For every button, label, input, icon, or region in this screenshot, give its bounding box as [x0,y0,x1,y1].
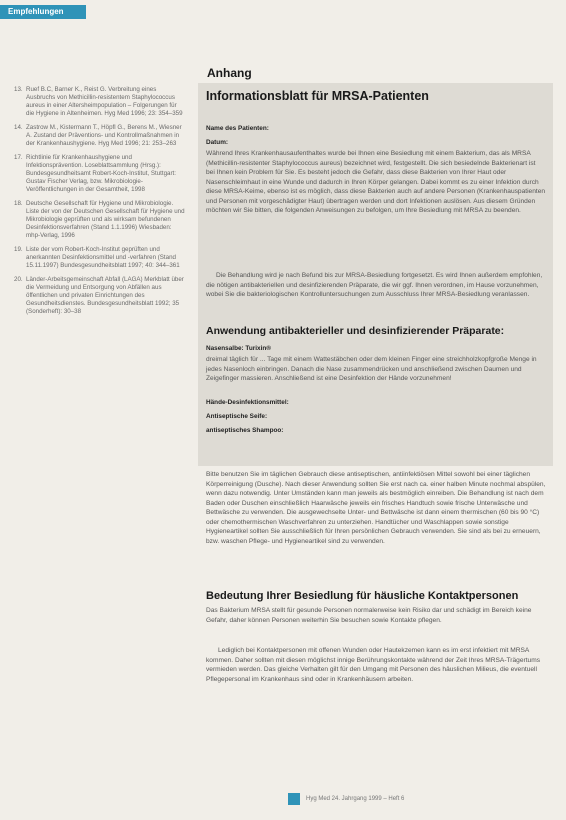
info-paragraph-1: Während Ihres Krankenhausaufenthaltes wurde bei Ihnen eine Besiedlung mit einem Bakterium, das als MRSA (Methicillin-resistenter Staphylococcus aureus) bezeichnet wird, festgestellt. Die sich besiedelnde Bakterienart ist bei Ihnen kein Problem für Sie. Es besteht jedoch die Gefahr, dass diese Bakterien von Ihrer Haut oder Nasenschleimhaut in eine Wunde und dadurch in Ihren Körper gelangen. Dabei kommt es zu einer Infektion durch diese MRSA-Keime, ebenso ist es möglich, dass diese Bakterien auch auf andere Personen (Krankenhauspatienten und Personen mit vorgeschädigter Haut) übertragen werden und dort Infektionen auslösen. Aus diesem Gründen möchten wir Sie bitten, die folgenden Anweisungen zu befolgen, um Ihre Besiedlung mit MRSA zu beenden. [206,150,546,214]
reference-text: Länder-Arbeitsgemeinschaft Abfall (LAGA) Merkblatt über die Vermeidung und Entsorgung von Abfällen aus öffentlichen und privaten Einrichtungen des Gesundheitsdienstes. Bundesgesundheitsblatt 1992; 35 (Sonderheft): 30–38 [26,276,184,315]
patient-name-label: Name des Patienten: [206,125,269,132]
section-title-contacts: Bedeutung Ihrer Besiedlung für häusliche Kontaktpersonen [206,590,519,602]
reference-number: 14. [14,124,23,131]
reference-text: Richtlinie für Krankenhaushygiene und Infektionsprävention. Loseblattsammlung (Hrsg.): Bundesgesundheitsamt Robert-Koch-Institut, Stuttgart: Gustav Fischer Verlag, bzw. Mikrobiologie-Veröffentlichungen in der Gesamtheit, 1998 [26,154,176,193]
reference-item [14,154,186,194]
reference-number: 19. [14,246,23,253]
reference-text: Ruef B.C, Barner K., Reist G. Verbreitung eines Ausbruchs von Methicillin-resistentem Staphylococcus aureus in einer Altersheimpopulation – Folgerungen für die Hygiene in Altenheimen. Hyg Med 1996; 23: 354–359 [26,86,183,117]
panel-title: Informationsblatt für MRSA-Patienten [206,89,429,103]
contacts-paragraph-1: Das Bakterium MRSA stellt für gesunde Personen normalerweise kein Risiko dar und schädigt im Bereich keine Gefahr, daher können Personen weiterhin Sie besuchen sowie Kontakte pflegen. [206,607,532,624]
footer-text: Hyg Med 24. Jahrgang 1999 – Heft 6 [306,796,405,802]
reference-list [14,86,186,322]
shampoo-label: antiseptisches Shampoo: [206,427,284,434]
reference-text: Liste der vom Robert-Koch-Institut geprüften und anerkannten Desinfektionsmittel und -verfahren (Stand 15.11.1997) Bundesgesundheitsblatt 1997; 40: 344–361 [26,246,180,269]
page-marker-icon [288,793,300,805]
reference-item [14,86,186,118]
reference-number: 18. [14,200,23,207]
nasal-ointment-label: Nasensalbe: Turixin® [206,345,271,352]
contacts-paragraph-2: Lediglich bei Kontaktpersonen mit offenen Wunden oder Hautekzemen kann es im erst infektiert mit MRSA kommen. Daher sollten mit diesen möglichst innige Berührungskontakte während der Zeit Ihres MRSA-Trägertums vermieden werden. Das gleiche Verhalten gilt für den Umgang mit Personen des häuslichen Milieus, die eventuell Pflegepersonal im Krankenhaus sind oder in Krankenhäusern arbeiten. [206,647,540,683]
page-footer [288,793,404,805]
reference-item [14,276,186,316]
reference-text: Zastrow M., Kistermann T., Höpfl G., Berens M., Wiesner A. Zustand der Präventions- und Kontrollmaßnahmen in der Krankenhaushygiene. Hyg Med 1996; 21: 253–263 [26,124,182,147]
section-title-application: Anwendung antibakterieller und desinfizierender Präparate: [206,325,505,337]
reference-number: 17. [14,154,23,161]
reference-text: Deutsche Gesellschaft für Hygiene und Mikrobiologie. Liste der von der Deutschen Gesellschaft für Hygiene und Mikrobiologie geprüften und als wirksam befundenen Desinfektionsverfahren (Stand 1.1.1996) Wiesbaden: mhp-Verlag, 1996 [26,200,185,239]
reference-number: 20. [14,276,23,283]
info-panel [198,83,553,466]
reference-item [14,200,186,240]
date-label: Datum: [206,139,229,146]
section-tag: Empfehlungen [0,5,86,19]
info-paragraph-2: Die Behandlung wird je nach Befund bis zur MRSA-Besiedlung fortgesetzt. Es wird Ihnen außerdem empfohlen, die nötigen antibakteriellen und desinfizierenden Präparate, die wir ggf. Ihnen verordnen, im Hause vorzunehmen, wobei Sie die bakteriologischen Kontrolluntersuchungen zum Ausschluss Ihrer MRSA-Besiedlung veranlassen. [206,272,543,298]
nasal-ointment-text: dreimal täglich für ... Tage mit einem Wattestäbchen oder dem kleinen Finger eine streichholzkopfgroße Menge in jedes Nasenloch einbringen. Danach die Nase zusammendrücken und anschließend zwischen Daumen und Zeigefinger massieren. Anschließend ist eine Desinfektion der Hände vorzunehmen! [206,356,537,382]
appendix-heading: Anhang [207,66,252,80]
soap-text: Bitte benutzen Sie im täglichen Gebrauch diese antiseptischen, antiinfektiösen Mittel sowohl bei einer täglichen Körperreinigung (Dusche). Nach dieser Anwendung sollten Sie erst nach ca. einer halben Minute nochmal abspülen, wenn dazu notwendig. Unter Umständen kann man jeweils als bestmöglich einreiben. Die Behandlung ist nach dem Baden oder Duschen einschließlich Haarwäsche jeweils ein frisches Handtuch sowie frische Unterwäsche und Bettwäsche zu verwenden. Die ausgewechselte Unter- und Bettwäsche ist dann einem thermischen (60 bis 90 °C) oder chemothermischen Waschverfahren zu unterziehen. Handtücher und Waschlappen sowie sonstige Hygieneartikel sollten Sie ausschließlich für Ihren persönlichen Gebrauch verwenden. Sie sind als bei zu erneuern, bzw. waschen Pflege- und Hygieneartikel sind zu verwenden. [206,471,546,545]
soap-label: Antiseptische Seife: [206,413,268,420]
reference-number: 13. [14,86,23,93]
hand-disinfectant-label: Hände-Desinfektionsmittel: [206,399,289,406]
reference-item [14,124,186,148]
reference-item [14,246,186,270]
